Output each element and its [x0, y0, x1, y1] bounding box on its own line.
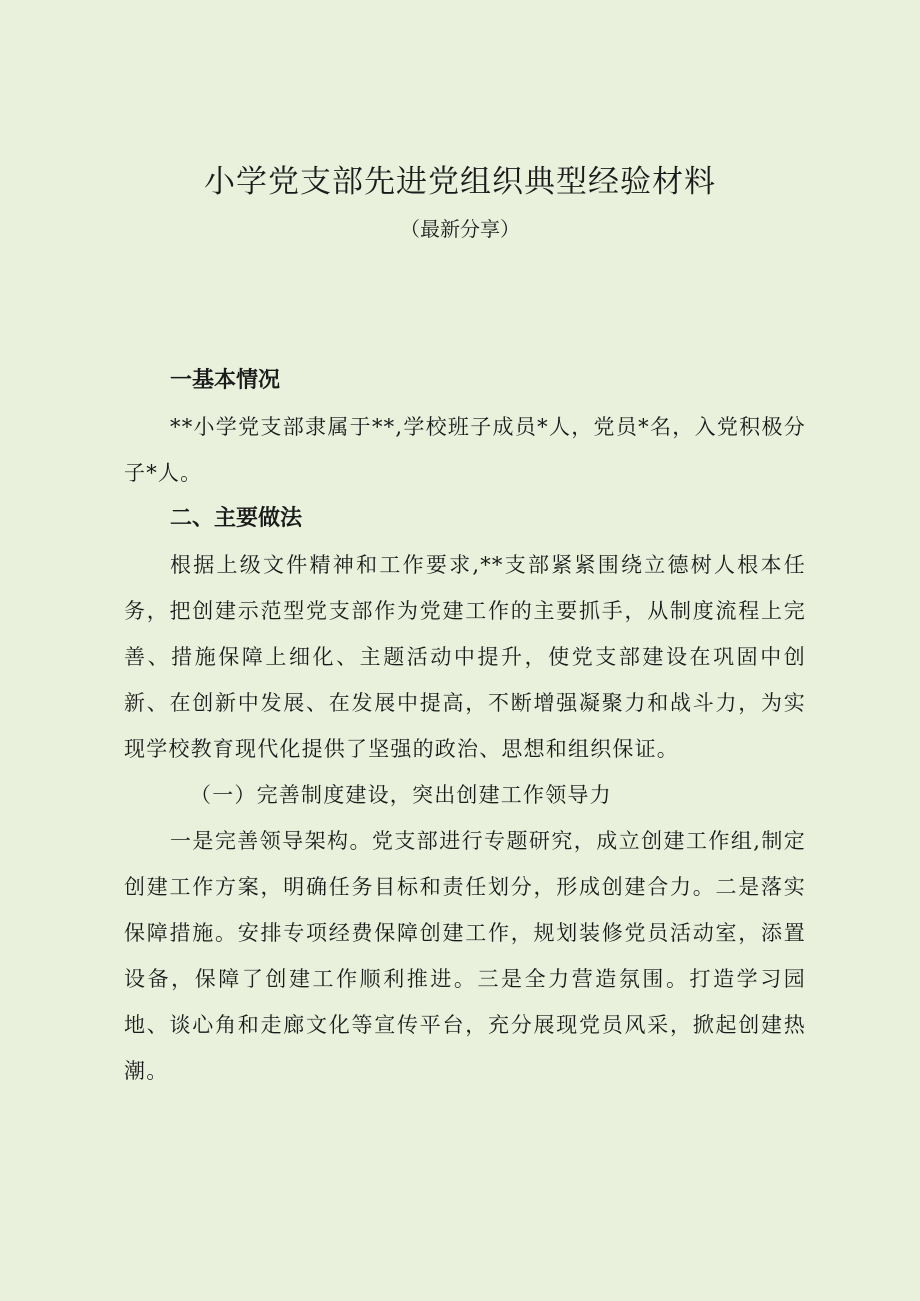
- paragraph-subsection-1: 一是完善领导架构。党支部进行专题研究，成立创建工作组,制定创建工作方案，明确任务目标和责任划分，形成创建合力。二是落实保障措施。安排专项经费保障创建工作，规划装修党员活动室，添置设备，保障了创建工作顺利推进。三是全力营造氛围。打造学习园地、谈心角和走廊文化等宣传平台，充分展现党员风采，掀起创建热潮。: [124, 829, 806, 1083]
- document-title: 小学党支部先进党组织典型经验材料: [204, 164, 716, 200]
- subsection-heading-1: （一）完善制度建设，突出创建工作领导力: [190, 783, 612, 807]
- section-heading-basic: 一基本情况: [170, 368, 281, 393]
- document-subtitle: （最新分享）: [400, 217, 520, 241]
- paragraph-basic: **小学党支部隶属于**,学校班子成员*人，党员*名，入党积极分子*人。: [124, 415, 806, 485]
- section-heading-practice: 二、主要做法: [170, 506, 303, 531]
- document-body: [124, 358, 806, 1094]
- paragraph-practice: 根据上级文件精神和工作要求,**支部紧紧围绕立德树人根本任务，把创建示范型党支部作为党建工作的主要抓手，从制度流程上完善、措施保障上细化、主题活动中提升，使党支部建设在巩固中创新、在创新中发展、在发展中提高，不断增强凝聚力和战斗力，为实现学校教育现代化提供了坚强的政治、思想和组织保证。: [124, 553, 806, 761]
